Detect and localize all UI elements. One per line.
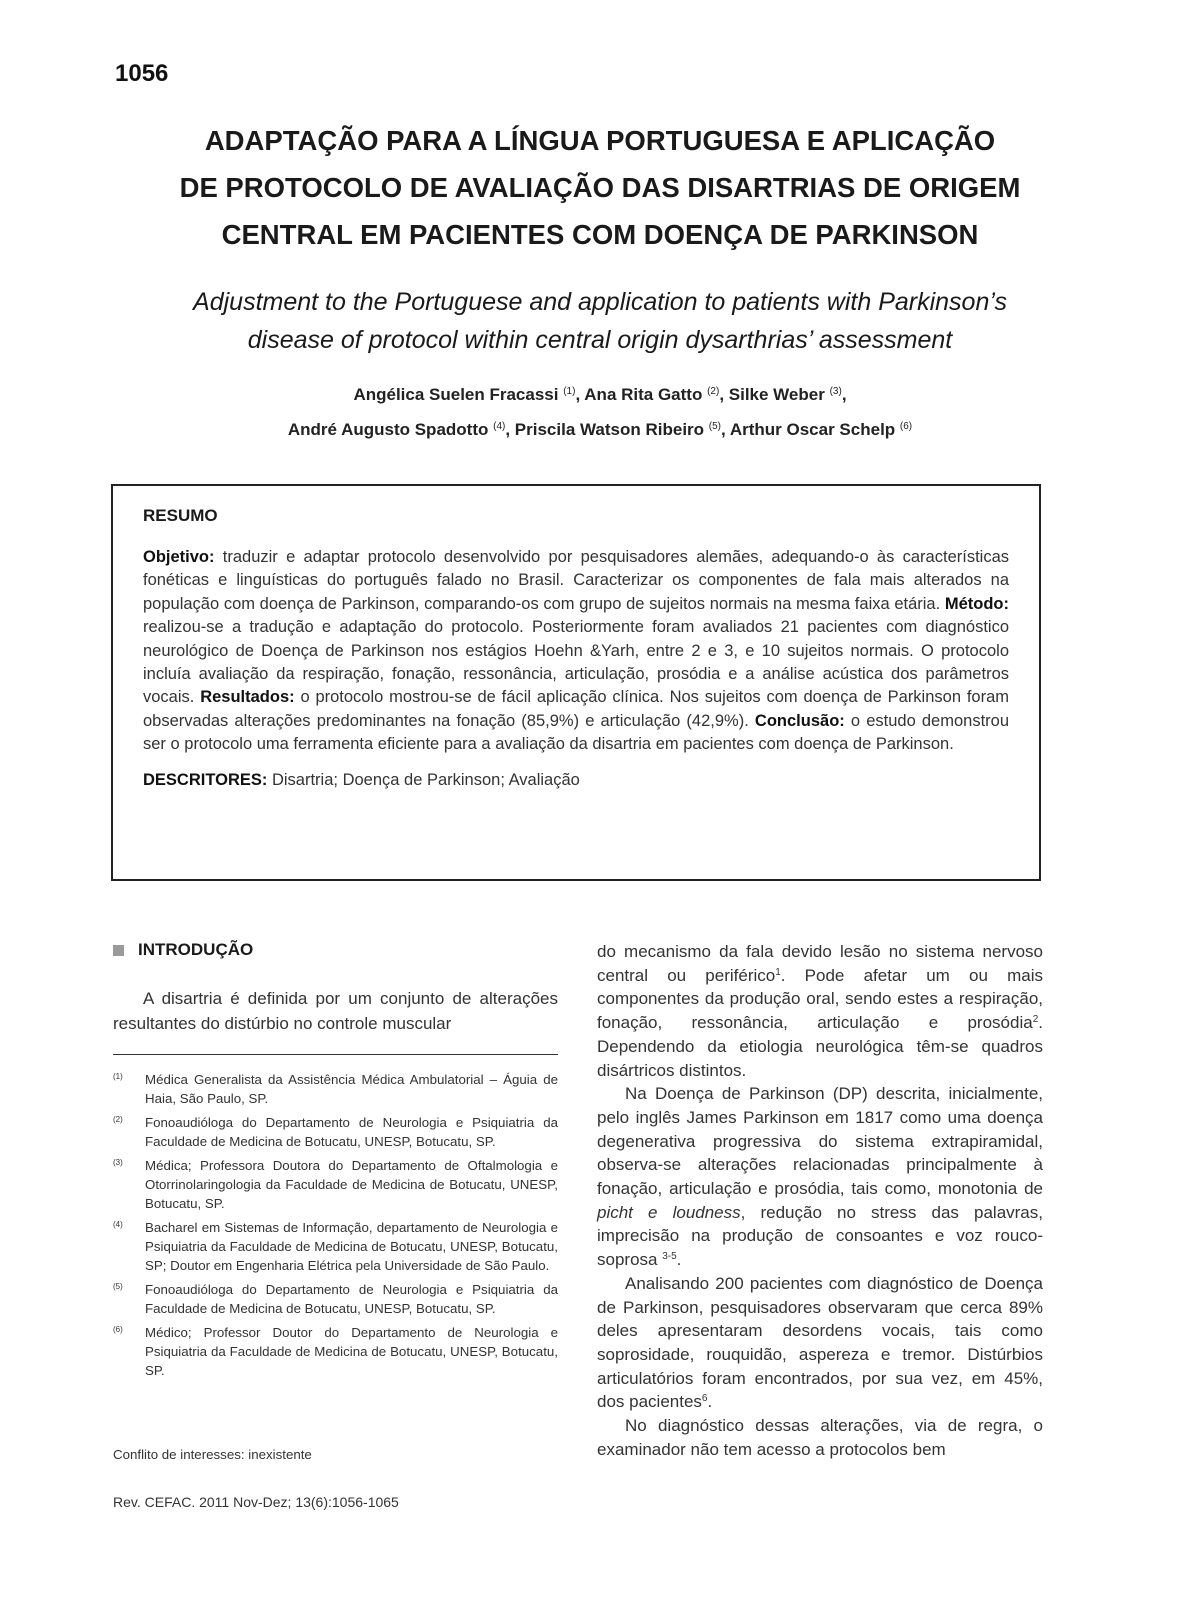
conflict-of-interest: Conflito de interesses: inexistente xyxy=(113,1447,312,1462)
footnote xyxy=(113,1113,558,1151)
page-number: 1056 xyxy=(115,60,169,87)
author-name: Ana Rita Gatto xyxy=(584,385,703,404)
subtitle-line: Adjustment to the Portuguese and application to patients with Parkinson’s xyxy=(193,288,1007,316)
abstract-box xyxy=(111,484,1041,881)
introduction-paragraph: A disartria é definida por um conjunto de alterações resultantes do distúrbio no controle muscular xyxy=(113,989,558,1033)
title-line: CENTRAL EM PACIENTES COM DOENÇA DE PARKINSON xyxy=(221,219,979,250)
author-line: Angélica Suelen Fracassi $^{(1)}$, Ana Rita Gatto $^{(2)}$, Silke Weber $^{(3)}$, xyxy=(353,385,847,404)
journal-citation-footer: Rev. CEFAC. 2011 Nov-Dez; 13(6):1056-1065 xyxy=(113,1494,399,1510)
body-text: . Pode afetar um ou mais componentes da produção oral, sendo estes a respiração, fonação, ressonância, articulação e prosódia xyxy=(597,965,1043,1033)
abstract-conclusion-label: Conclusão: xyxy=(754,711,845,730)
footnote-text: Médica Generalista da Assistência Médica Ambulatorial – Águia de Haia, São Paulo, SP. xyxy=(145,1072,558,1106)
footnotes xyxy=(113,1070,558,1385)
body-text: Na Doença de Parkinson (DP) descrita, inicialmente, pelo inglês James Parkinson em 1817 como uma doença degenerativa progressiva do sistema extrapiramidal, observa-se alterações relacionadas principalmente à fonação, articulação e prosódia, tais como, monotonia de xyxy=(597,1084,1043,1199)
footnote-text: Médica; Professora Doutora do Departamento de Oftalmologia e Otorrinolaringologia da Faculdade de Medicina de Botucatu, UNESP, Botucatu, SP. xyxy=(145,1158,558,1211)
abstract-objective-label: Objetivo: xyxy=(143,548,215,566)
article-title xyxy=(100,117,1100,258)
citation-ref: 1 xyxy=(775,966,781,978)
footnote xyxy=(113,1280,558,1318)
author-list xyxy=(100,376,1100,446)
author-affiliation-mark: (3) xyxy=(829,386,842,397)
title-line: ADAPTAÇÃO PARA A LÍNGUA PORTUGUESA E APLICAÇÃO xyxy=(204,125,996,156)
introduction-heading-text: INTRODUÇÃO xyxy=(138,940,254,959)
author-affiliation-mark: (1) xyxy=(563,386,576,397)
abstract-method-text: realizou-se a tradução e adaptação do protocolo. Posteriormente foram avaliados 21 pacientes com diagnóstico neurológico de Doença de Parkinson nos estágios Hoehn &Yarh, entre 2 e 3, e 10 sujeitos normais. O protocolo incluía avaliação da respiração, fonação, ressonância, articulação, prosódia e a análise acústica dos parâmetros vocais. xyxy=(143,618,1009,707)
footnote-mark: (6) xyxy=(113,1325,123,1334)
body-paragraph xyxy=(597,940,1043,1082)
footnote-text: Fonoaudióloga do Departamento de Neurologia e Psiquiatria da Faculdade de Medicina de Botucatu, UNESP, Botucatu, SP. xyxy=(145,1115,558,1149)
author-affiliation-mark: (2) xyxy=(707,386,720,397)
body-text: Analisando 200 pacientes com diagnóstico de Doença de Parkinson, pesquisadores observaram que cerca 89% deles apresentaram desordens vocais, tais como soprosidade, rouquidão, aspereza e tremor. Distúrbios articulatórios foram encontrados, por sua vez, em 45%, dos pacientes xyxy=(597,1273,1043,1412)
footnote-mark: (5) xyxy=(113,1282,123,1291)
footnote xyxy=(113,1156,558,1213)
footnote-mark: (2) xyxy=(113,1115,123,1124)
footnote-mark: (4) xyxy=(113,1220,123,1229)
abstract-text xyxy=(143,546,1009,757)
body-text-italic: picht e loudness xyxy=(597,1202,741,1222)
footnote-text: Fonoaudióloga do Departamento de Neurologia e Psiquiatria da Faculdade de Medicina de Botucatu, UNESP, Botucatu, SP. xyxy=(145,1282,558,1316)
left-column xyxy=(113,940,558,1036)
author-name: Priscila Watson Ribeiro xyxy=(514,420,705,439)
author-affiliation-mark: (4) xyxy=(493,421,506,432)
descriptors-label: DESCRITORES: xyxy=(143,770,268,789)
descriptors xyxy=(143,771,1009,790)
body-text: . Dependendo da etiologia neurológica têm-se quadros disártricos distintos. xyxy=(597,1013,1043,1080)
abstract-heading: RESUMO xyxy=(143,506,218,525)
author-name: André Augusto Spadotto xyxy=(287,420,489,439)
body-text: , redução no stress das palavras, imprecisão na produção de consoantes e voz rouco-soprosa xyxy=(597,1202,1043,1270)
citation-ref: 6 xyxy=(701,1393,708,1405)
author-line: André Augusto Spadotto $^{(4)}$, Priscila Watson Ribeiro $^{(5)}$, Arthur Oscar Schelp $^{(6)}$ xyxy=(287,420,913,439)
body-text: . xyxy=(676,1250,682,1270)
right-column xyxy=(597,940,1043,1461)
footnote xyxy=(113,1323,558,1380)
abstract-objective-text: traduzir e adaptar protocolo desenvolvido por pesquisadores alemães, adequando-o às características fonéticas e linguísticas do português falado no Brasil. Caracterizar os componentes de fala mais alterados na população com doença de Parkinson, comparando-os com grupo de sujeitos normais na mesma faixa etária. xyxy=(143,548,1009,613)
footnote xyxy=(113,1218,558,1275)
descriptors-text: Disartria; Doença de Parkinson; Avaliação xyxy=(267,770,580,789)
body-text: do mecanismo da fala devido lesão no sistema nervoso central ou periférico xyxy=(597,942,1043,985)
abstract-results-text: o protocolo mostrou-se de fácil aplicação clínica. Nos sujeitos com doença de Parkinson foram observadas alterações predominantes na fonação (85,9%) e articulação (42,9%). xyxy=(143,688,1010,730)
author-affiliation-mark: (6) xyxy=(899,421,913,432)
body-paragraph xyxy=(597,1082,1043,1272)
body-paragraph xyxy=(597,1272,1043,1414)
body-paragraph: No diagnóstico dessas alterações, via de regra, o examinador não tem acesso a protocolos bem xyxy=(597,1416,1043,1459)
author-affiliation-mark: (5) xyxy=(708,421,722,432)
abstract-method-label: Método: xyxy=(944,594,1009,613)
author-name: Arthur Oscar Schelp xyxy=(729,420,896,439)
title-line: DE PROTOCOLO DE AVALIAÇÃO DAS DISARTRIAS DE ORIGEM xyxy=(179,172,1021,203)
abstract-results-label: Resultados: xyxy=(200,688,295,707)
abstract-conclusion-text: o estudo demonstrou ser o protocolo uma ferramenta eficiente para a avaliação da disartria em pacientes com doença de Parkinson. xyxy=(143,711,1010,754)
introduction-heading xyxy=(113,940,558,960)
body-text: . xyxy=(707,1392,713,1412)
article-subtitle xyxy=(100,283,1100,359)
author-name: Angélica Suelen Fracassi xyxy=(353,385,559,404)
subtitle-line: disease of protocol within central origin dysarthrias’ assessment xyxy=(247,326,953,354)
footnote xyxy=(113,1070,558,1108)
footnote-divider xyxy=(113,1054,558,1055)
citation-ref: 3-5 xyxy=(662,1251,677,1263)
footnote-mark: (1) xyxy=(113,1072,123,1081)
author-name: Silke Weber xyxy=(728,385,825,404)
footnote-text: Médico; Professor Doutor do Departamento de Neurologia e Psiquiatria da Faculdade de Medicina de Botucatu, UNESP, Botucatu, SP. xyxy=(145,1325,558,1378)
square-bullet-icon xyxy=(113,945,124,956)
footnote-text: Bacharel em Sistemas de Informação, departamento de Neurologia e Psiquiatria da Faculdade de Medicina de Botucatu, UNESP, Botucatu, SP; Doutor em Engenharia Elétrica pela Universidade de São Paulo. xyxy=(145,1220,558,1273)
footnote-mark: (3) xyxy=(113,1158,123,1167)
citation-ref: 2 xyxy=(1032,1014,1039,1026)
